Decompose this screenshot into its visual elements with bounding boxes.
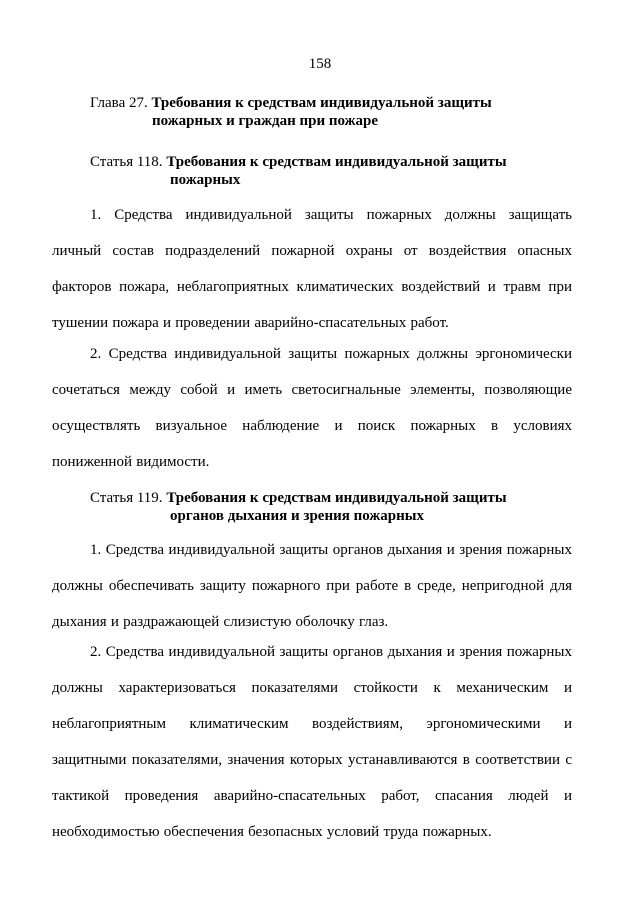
article-118-title-line2: пожарных (170, 172, 241, 188)
article-118-paragraph-1: 1. Средства индивидуальной защиты пожарных должны защищать личный состав подразделений пожарной охраны от воздействия опасных факторов пожара, неблагоприятных климатических воздействий и травм при тушении пожара и проведении аварийно-спасательных работ. (52, 207, 572, 331)
article-119-heading (90, 489, 590, 525)
chapter-title-line1: Требования к средствам индивидуальной защиты (151, 95, 492, 111)
article-118-paragraph-2: 2. Средства индивидуальной защиты пожарных должны эргономически сочетаться между собой и иметь светосигнальные элементы, позволяющие осуществлять визуальное наблюдение и поиск пожарных в условиях пониженной видимости. (52, 346, 572, 470)
article-119-paragraph-2: 2. Средства индивидуальной защиты органов дыхания и зрения пожарных должны характеризоваться показателями стойкости к механическим и неблагоприятным климатическим воздействиям, эргономическими и защитными показателями, значения которых устанавливаются в соответствии с тактикой проведения аварийно-спасательных работ, спасания людей и необходимостью обеспечения безопасных условий труда пожарных. (52, 644, 572, 840)
article-119-paragraph-1: 1. Средства индивидуальной защиты органов дыхания и зрения пожарных должны обеспечивать защиту пожарного при работе в среде, непригодной для дыхания и раздражающей слизистую оболочку глаз. (52, 542, 572, 630)
article-119-title-line2: органов дыхания и зрения пожарных (170, 508, 424, 524)
chapter-number: Глава 27. (90, 95, 148, 111)
chapter-heading (90, 94, 590, 130)
article-118-number: Статья 118. (90, 154, 163, 170)
page-number: 158 (308, 56, 332, 72)
article-119-title-line1: Требования к средствам индивидуальной защиты (166, 490, 507, 506)
chapter-title-line2: пожарных и граждан при пожаре (152, 113, 379, 129)
article-118-title-line1: Требования к средствам индивидуальной защиты (166, 154, 507, 170)
article-119-number: Статья 119. (90, 490, 163, 506)
article-118-heading (90, 153, 590, 189)
